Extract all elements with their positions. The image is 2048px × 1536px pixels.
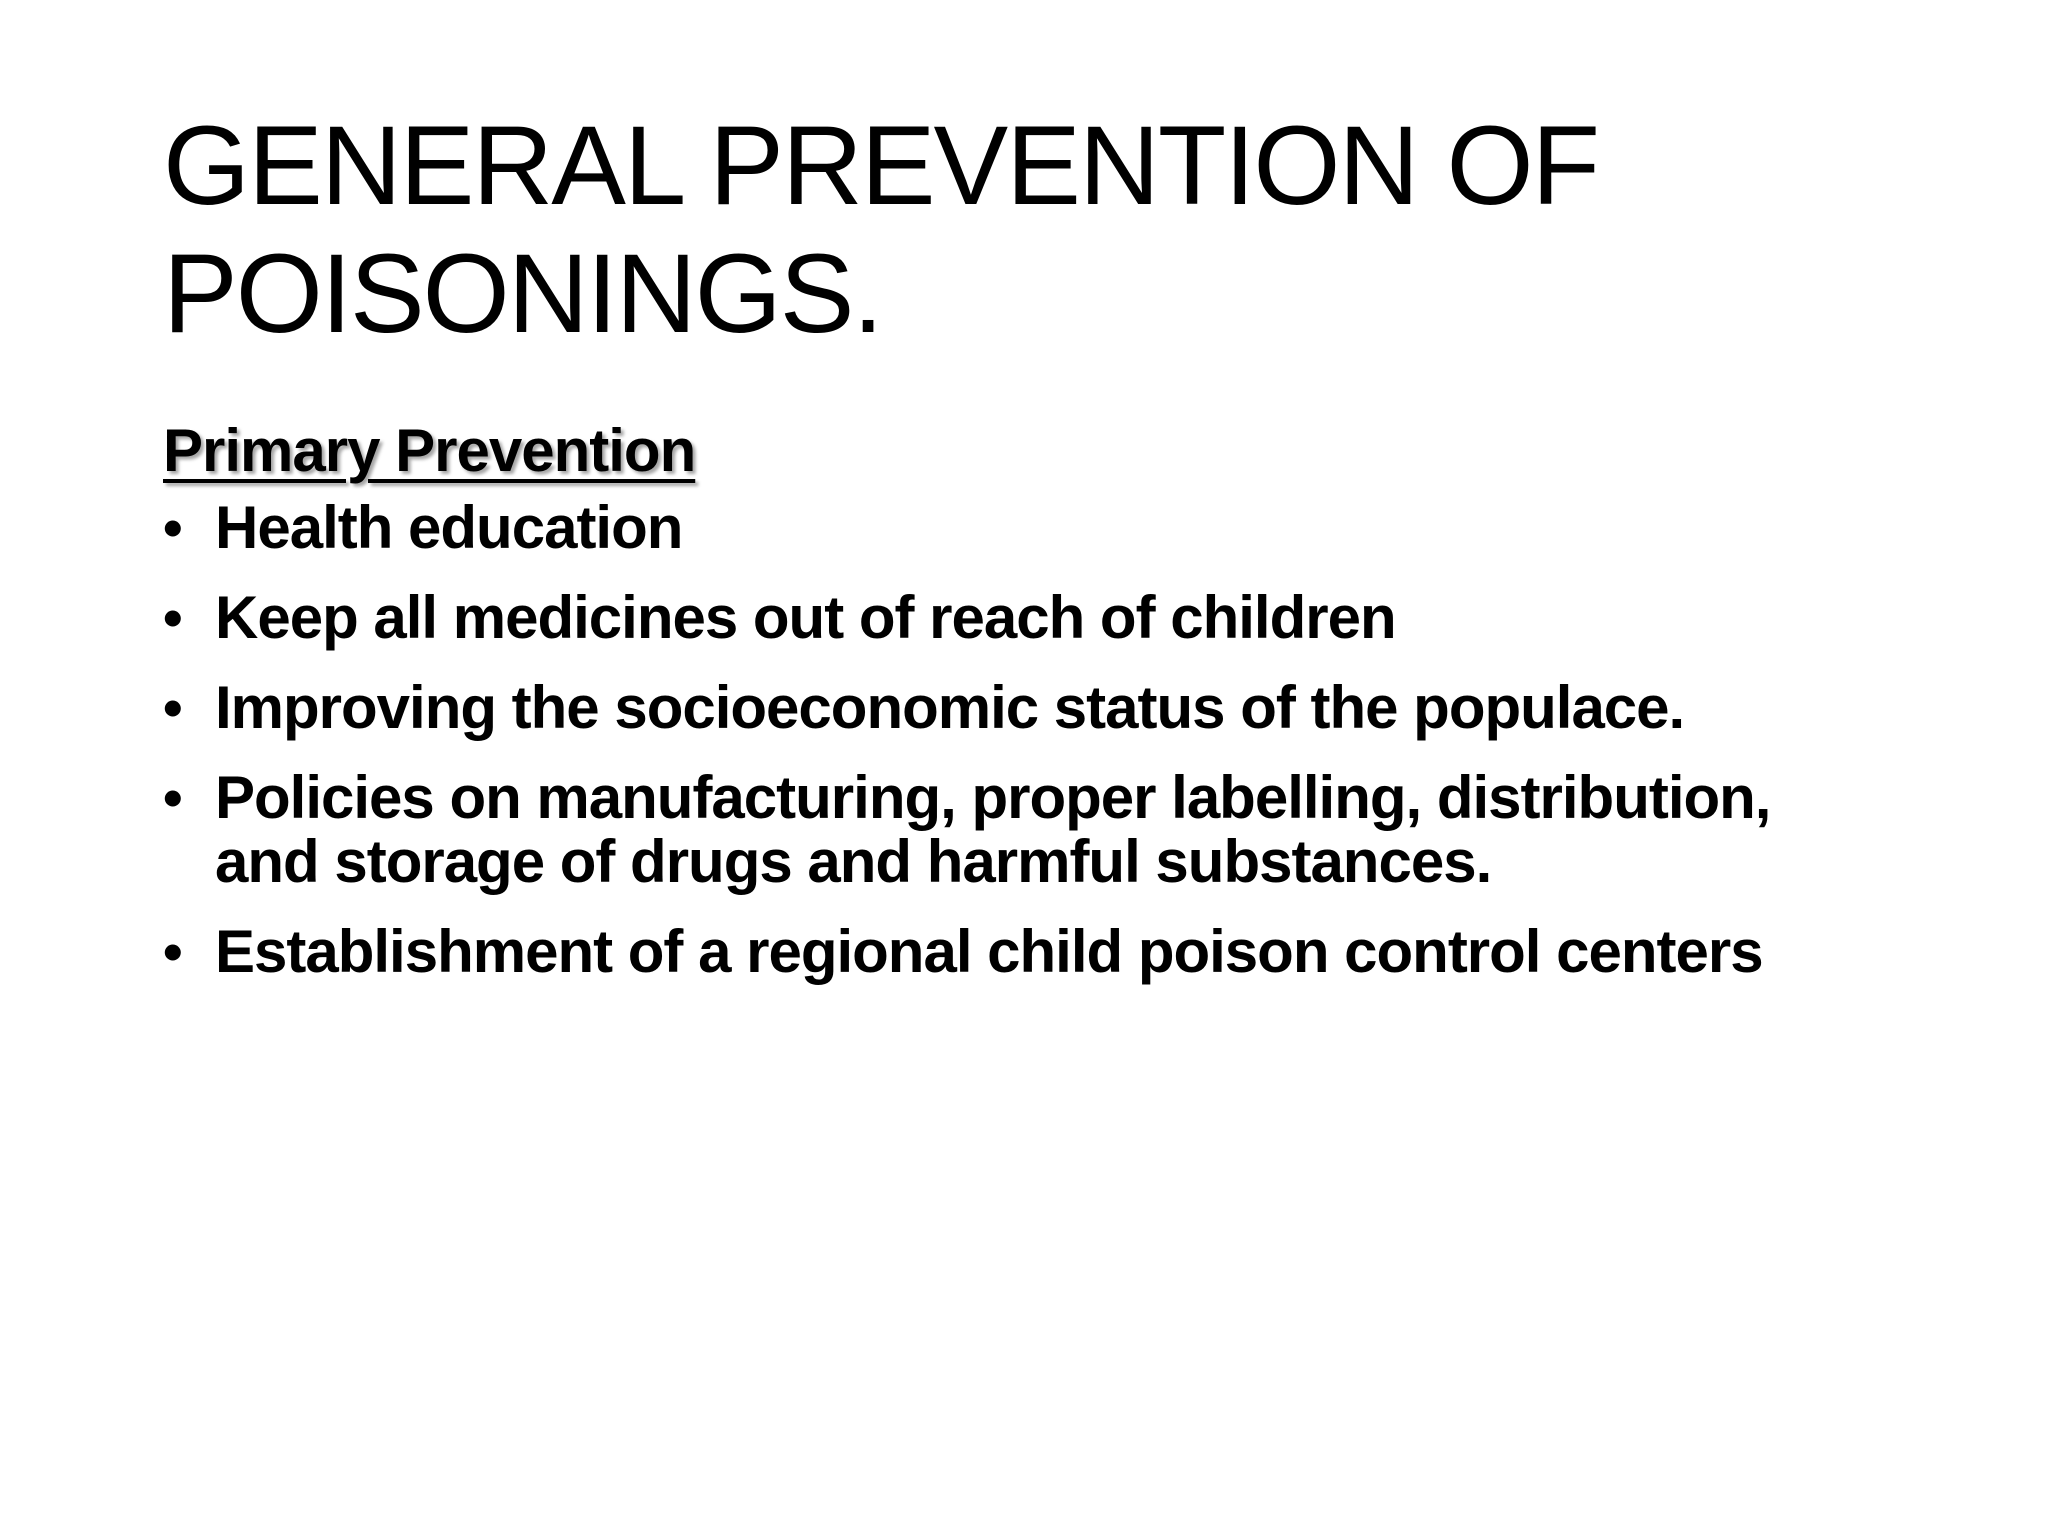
slide-title <box>163 102 1923 358</box>
bullet-item-poison-control <box>163 920 1863 984</box>
bullet-item-medicines <box>163 586 1863 650</box>
bullet-item-text: Improving the socioeconomic status of the populace. <box>215 674 1685 741</box>
bullet-item-socioeconomic <box>163 676 1863 740</box>
bullet-item-text: Establishment of a regional child poison control centers <box>215 918 1763 985</box>
bullet-item-health-education <box>163 496 1863 560</box>
bullet-item-text: Keep all medicines out of reach of children <box>215 584 1396 651</box>
bullet-icon: • <box>163 496 182 559</box>
section-heading-primary-prevention: Primary Prevention <box>163 417 696 484</box>
slide-title-line-1: GENERAL PREVENTION OF <box>163 103 1598 228</box>
bullet-item-text: Health education <box>215 494 683 561</box>
bullet-icon: • <box>163 586 182 649</box>
bullet-icon: • <box>163 920 182 983</box>
bullet-icon: • <box>163 676 182 739</box>
bullet-item-text: Policies on manufacturing, proper labelling, distribution, and storage of drugs and harmful substances. <box>215 764 1771 895</box>
bullet-icon: • <box>163 766 182 829</box>
slide-title-line-2: POISONINGS. <box>163 231 882 356</box>
bullet-list <box>163 496 1863 984</box>
bullet-item-policies <box>163 766 1863 894</box>
slide-content <box>163 410 1863 1010</box>
